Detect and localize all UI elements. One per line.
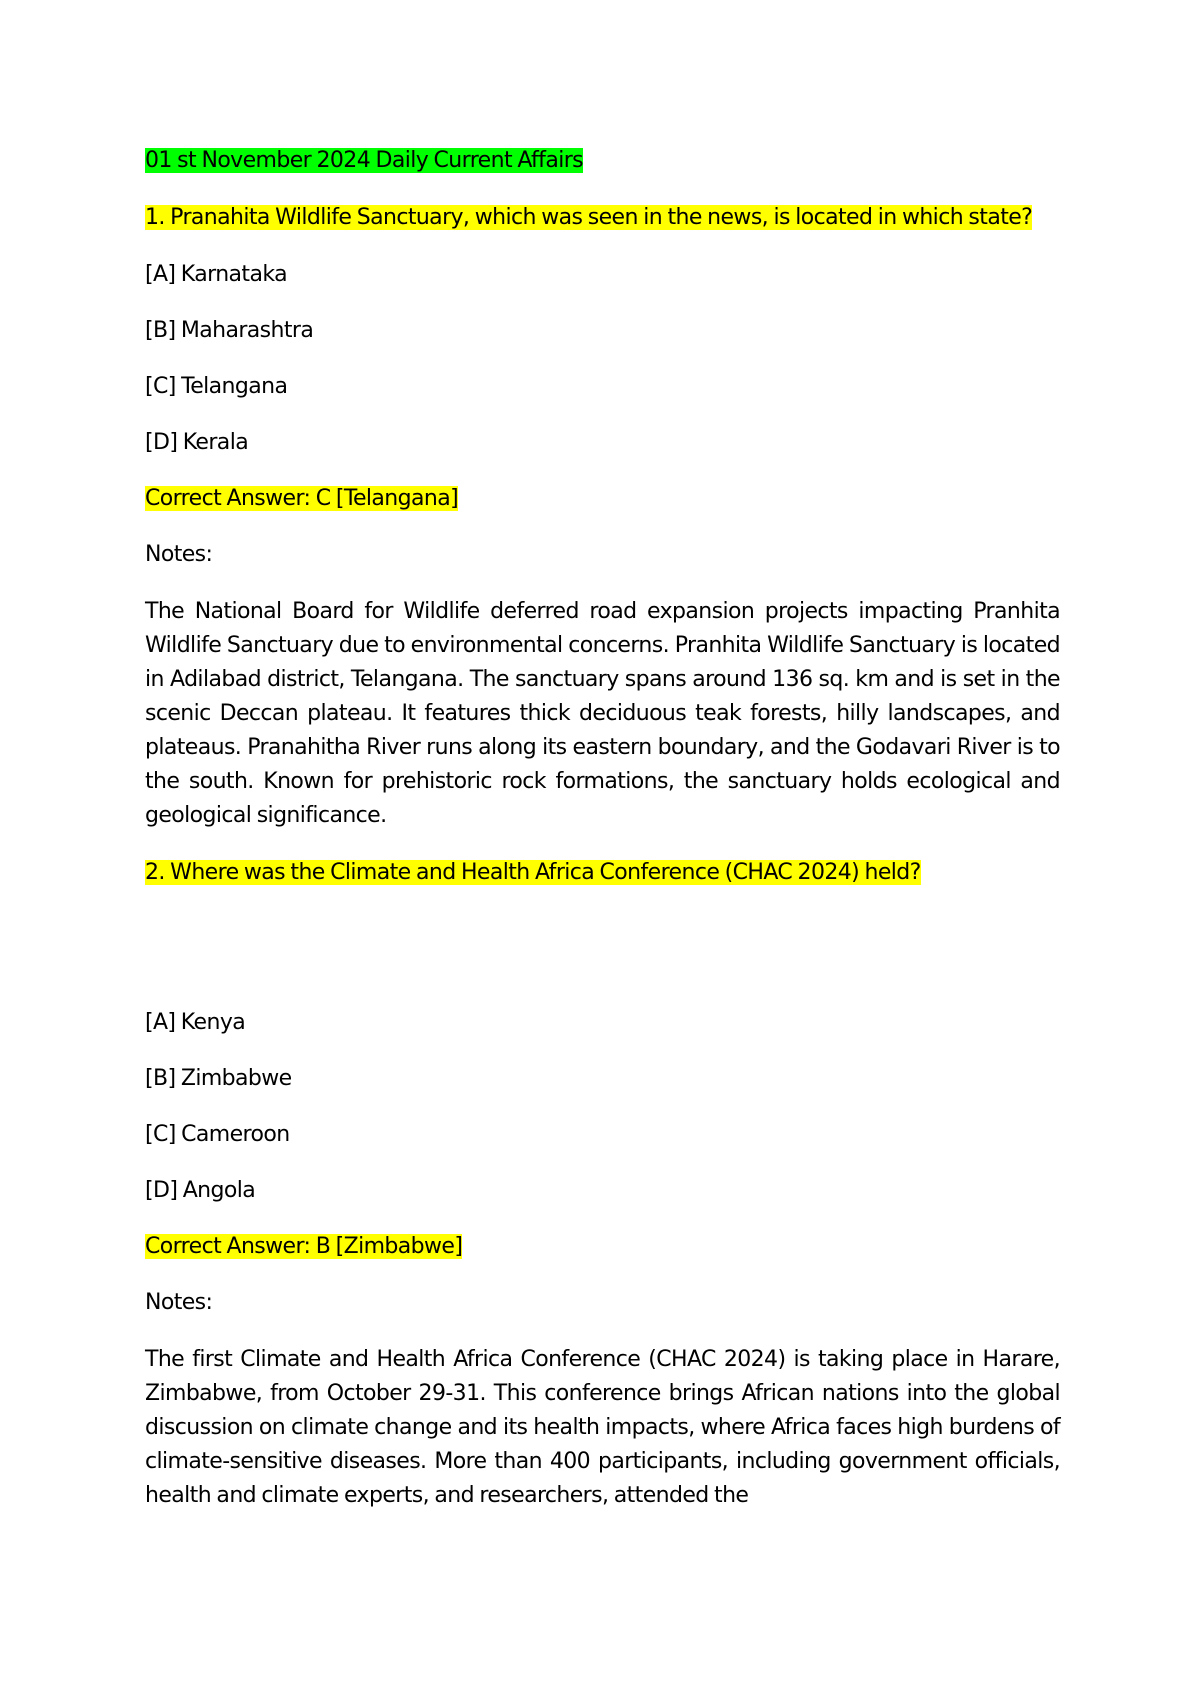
q1-notes-label: Notes: — [145, 542, 213, 567]
q1-notes-text: The National Board for Wildlife deferred road expansion projects impacting Pranhita Wildlife Sanctuary due to environmental concerns. Pranhita Wildlife Sanctuary is located in Adilabad district, Telangana. The sanctuary spans around 136 sq. km and is set in the scenic Deccan plateau. It features thick deciduous teak forests, hilly landscapes, and plateaus. Pranahitha River runs along its eastern boundary, and the Godavari River is to the south. Known for prehistoric rock formations, the sanctuary holds ecological and geological significance. — [145, 599, 1060, 828]
q1-option-c: [C] Telangana — [145, 374, 288, 399]
q1-option-b: [B] Maharashtra — [145, 318, 314, 343]
q2-notes-text: The first Climate and Health Africa Conference (CHAC 2024) is taking place in Harare, Zimbabwe, from October 29-31. This conference brings African nations into the global discussion on climate change and its health impacts, where Africa faces high burdens of climate-sensitive diseases. More than 400 participants, including government officials, health and climate experts, and researchers, attended the — [145, 1347, 1060, 1508]
q2-option-c: [C] Cameroon — [145, 1122, 290, 1147]
q2-option-b: [B] Zimbabwe — [145, 1066, 292, 1091]
document-title: 01 st November 2024 Daily Current Affairs — [145, 148, 584, 173]
blank-space — [145, 913, 1060, 1007]
q2-correct-answer: Correct Answer: B [Zimbabwe] — [145, 1234, 463, 1259]
q1-correct-answer: Correct Answer: C [Telangana] — [145, 486, 459, 511]
question-1: 1. Pranahita Wildlife Sanctuary, which was seen in the news, is located in which state? — [145, 205, 1033, 230]
q1-option-d: [D] Kerala — [145, 430, 249, 455]
q2-option-d: [D] Angola — [145, 1178, 256, 1203]
q1-option-a: [A] Karnataka — [145, 262, 287, 287]
q2-option-a: [A] Kenya — [145, 1010, 246, 1035]
document-page — [145, 145, 1060, 1537]
question-2: 2. Where was the Climate and Health Africa Conference (CHAC 2024) held? — [145, 860, 921, 885]
q2-notes-label: Notes: — [145, 1290, 213, 1315]
